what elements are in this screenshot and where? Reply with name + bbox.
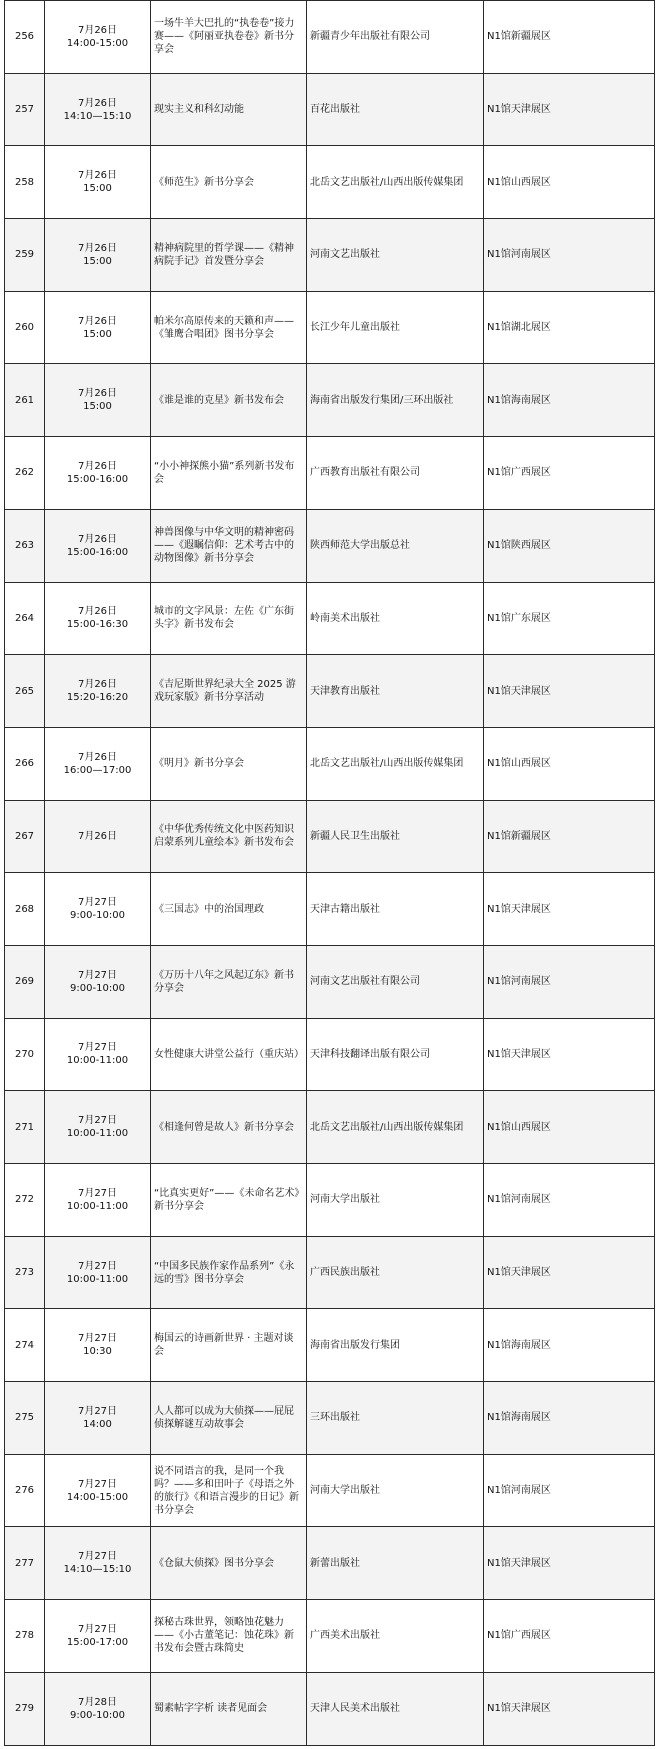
event-time: 16:00—17:00 bbox=[63, 764, 132, 776]
event-time: 15:00 bbox=[83, 328, 112, 340]
event-title: 《仓鼠大侦探》图书分享会 bbox=[151, 1527, 307, 1600]
event-title: 女性健康大讲堂公益行（重庆站） bbox=[151, 1018, 307, 1091]
venue: N1馆新疆展区 bbox=[484, 800, 655, 873]
event-time: 10:00-11:00 bbox=[66, 1055, 129, 1067]
publisher: 百花出版社 bbox=[307, 73, 484, 146]
event-date: 7月26日 bbox=[77, 97, 118, 109]
event-title: 《相逢何曾是故人》新书分享会 bbox=[151, 1091, 307, 1164]
event-date: 7月27日 bbox=[77, 1551, 118, 1563]
event-datetime bbox=[45, 1600, 151, 1673]
row-number: 269 bbox=[5, 945, 45, 1018]
row-number: 270 bbox=[5, 1018, 45, 1091]
event-date: 7月27日 bbox=[77, 1333, 118, 1345]
table-row bbox=[5, 1164, 655, 1237]
event-time: 15:00 bbox=[83, 183, 112, 195]
publisher: 天津古籍出版社 bbox=[307, 873, 484, 946]
table-row bbox=[5, 364, 655, 437]
row-number: 277 bbox=[5, 1527, 45, 1600]
event-title: 蜀素帖字字析 读者见面会 bbox=[151, 1672, 307, 1745]
event-time: 14:00-15:00 bbox=[66, 37, 129, 49]
row-number: 268 bbox=[5, 873, 45, 946]
event-title: 探秘古珠世界，领略蚀花魅力——《小古董笔记：蚀花珠》新书发布会暨古珠简史 bbox=[151, 1600, 307, 1673]
event-datetime bbox=[45, 1382, 151, 1455]
row-number: 274 bbox=[5, 1309, 45, 1382]
event-time: 10:30 bbox=[83, 1346, 112, 1358]
event-time: 9:00-10:00 bbox=[70, 982, 125, 994]
publisher: 河南大学出版社 bbox=[307, 1454, 484, 1527]
event-title: 《吉尼斯世界纪录大全 2025 游戏玩家版》新书分享活动 bbox=[151, 655, 307, 728]
event-date: 7月27日 bbox=[77, 1405, 118, 1417]
table-row bbox=[5, 800, 655, 873]
event-datetime bbox=[45, 1672, 151, 1745]
row-number: 279 bbox=[5, 1672, 45, 1745]
row-number: 278 bbox=[5, 1600, 45, 1673]
event-datetime bbox=[45, 800, 151, 873]
publisher: 北岳文艺出版社/山西出版传媒集团 bbox=[307, 146, 484, 219]
event-date: 7月26日 bbox=[77, 242, 118, 254]
event-schedule-table bbox=[4, 0, 655, 1746]
venue: N1馆天津展区 bbox=[484, 1236, 655, 1309]
row-number: 267 bbox=[5, 800, 45, 873]
row-number: 265 bbox=[5, 655, 45, 728]
event-date: 7月26日 bbox=[77, 606, 118, 618]
event-datetime bbox=[45, 582, 151, 655]
publisher: 河南文艺出版社有限公司 bbox=[307, 945, 484, 1018]
event-date: 7月26日 bbox=[77, 533, 118, 545]
row-number: 256 bbox=[5, 1, 45, 74]
publisher: 北岳文艺出版社/山西出版传媒集团 bbox=[307, 727, 484, 800]
publisher: 天津教育出版社 bbox=[307, 655, 484, 728]
venue: N1馆天津展区 bbox=[484, 1527, 655, 1600]
event-title: 人人都可以成为大侦探——屁屁侦探解谜互动故事会 bbox=[151, 1382, 307, 1455]
publisher: 北岳文艺出版社/山西出版传媒集团 bbox=[307, 1091, 484, 1164]
event-date: 7月26日 bbox=[77, 460, 118, 472]
publisher: 河南文艺出版社 bbox=[307, 219, 484, 292]
event-datetime bbox=[45, 73, 151, 146]
row-number: 258 bbox=[5, 146, 45, 219]
event-date: 7月26日 bbox=[77, 751, 118, 763]
venue: N1馆湖北展区 bbox=[484, 291, 655, 364]
event-datetime bbox=[45, 727, 151, 800]
event-datetime bbox=[45, 1527, 151, 1600]
publisher: 海南省出版发行集团/三环出版社 bbox=[307, 364, 484, 437]
row-number: 272 bbox=[5, 1164, 45, 1237]
publisher: 新疆人民卫生出版社 bbox=[307, 800, 484, 873]
schedule-body bbox=[5, 1, 655, 1746]
event-time: 10:00-11:00 bbox=[66, 1200, 129, 1212]
event-time: 9:00-10:00 bbox=[70, 1709, 125, 1721]
event-datetime bbox=[45, 364, 151, 437]
event-datetime bbox=[45, 1091, 151, 1164]
event-title: 《中华优秀传统文化中医药知识启蒙系列儿童绘本》新书发布会 bbox=[151, 800, 307, 873]
event-time: 14:10—15:10 bbox=[63, 1564, 132, 1576]
event-date: 7月28日 bbox=[77, 1696, 118, 1708]
row-number: 263 bbox=[5, 509, 45, 582]
venue: N1馆海南展区 bbox=[484, 1309, 655, 1382]
event-time: 14:10—15:10 bbox=[63, 110, 132, 122]
event-title: “中国多民族作家作品系列”《永远的雪》图书分享会 bbox=[151, 1236, 307, 1309]
venue: N1馆天津展区 bbox=[484, 1018, 655, 1091]
event-time: 15:00-16:00 bbox=[66, 546, 129, 558]
event-datetime bbox=[45, 945, 151, 1018]
event-title: 城市的文字风景：左佐《广东街头字》新书发布会 bbox=[151, 582, 307, 655]
event-title: 《三国志》中的治国理政 bbox=[151, 873, 307, 946]
event-datetime bbox=[45, 437, 151, 510]
publisher: 三环出版社 bbox=[307, 1382, 484, 1455]
table-row bbox=[5, 73, 655, 146]
table-row bbox=[5, 291, 655, 364]
venue: N1馆河南展区 bbox=[484, 945, 655, 1018]
publisher: 天津人民美术出版社 bbox=[307, 1672, 484, 1745]
venue: N1馆山西展区 bbox=[484, 146, 655, 219]
event-title: 《师范生》新书分享会 bbox=[151, 146, 307, 219]
table-row bbox=[5, 509, 655, 582]
venue: N1馆河南展区 bbox=[484, 219, 655, 292]
row-number: 261 bbox=[5, 364, 45, 437]
event-datetime bbox=[45, 1018, 151, 1091]
event-date: 7月27日 bbox=[77, 1187, 118, 1199]
table-row bbox=[5, 1, 655, 74]
event-date: 7月27日 bbox=[77, 1042, 118, 1054]
row-number: 262 bbox=[5, 437, 45, 510]
event-datetime bbox=[45, 146, 151, 219]
table-row bbox=[5, 727, 655, 800]
publisher: 河南大学出版社 bbox=[307, 1164, 484, 1237]
publisher: 陕西师范大学出版总社 bbox=[307, 509, 484, 582]
row-number: 266 bbox=[5, 727, 45, 800]
venue: N1馆河南展区 bbox=[484, 1454, 655, 1527]
table-row bbox=[5, 1672, 655, 1745]
event-datetime bbox=[45, 873, 151, 946]
publisher: 长江少年儿童出版社 bbox=[307, 291, 484, 364]
event-date: 7月26日 bbox=[77, 388, 118, 400]
event-date: 7月27日 bbox=[77, 897, 118, 909]
event-time: 15:00-17:00 bbox=[66, 1636, 129, 1648]
event-time: 10:00-11:00 bbox=[66, 1128, 129, 1140]
publisher: 广西美术出版社 bbox=[307, 1600, 484, 1673]
venue: N1馆广西展区 bbox=[484, 437, 655, 510]
publisher: 天津科技翻译出版有限公司 bbox=[307, 1018, 484, 1091]
row-number: 260 bbox=[5, 291, 45, 364]
event-title: 说不同语言的我，是同一个我吗？——多和田叶子《母语之外的旅行》《和语言漫步的日记》新书分享会 bbox=[151, 1454, 307, 1527]
event-title: 现实主义和科幻动能 bbox=[151, 73, 307, 146]
row-number: 273 bbox=[5, 1236, 45, 1309]
table-row bbox=[5, 655, 655, 728]
venue: N1馆海南展区 bbox=[484, 364, 655, 437]
venue: N1馆陕西展区 bbox=[484, 509, 655, 582]
event-date: 7月26日 bbox=[77, 679, 118, 691]
event-date: 7月26日 bbox=[77, 24, 118, 36]
event-title: 一场牛羊大巴扎的“执卷卷”接力赛——《阿丽亚执卷卷》新书分享会 bbox=[151, 1, 307, 74]
event-time: 15:00-16:30 bbox=[66, 619, 129, 631]
event-title: 精神病院里的哲学课——《精神病院手记》首发暨分享会 bbox=[151, 219, 307, 292]
event-datetime bbox=[45, 1454, 151, 1527]
venue: N1馆广西展区 bbox=[484, 1600, 655, 1673]
event-date: 7月27日 bbox=[77, 969, 118, 981]
event-time: 9:00-10:00 bbox=[70, 910, 125, 922]
venue: N1馆河南展区 bbox=[484, 1164, 655, 1237]
table-row bbox=[5, 945, 655, 1018]
event-datetime bbox=[45, 1164, 151, 1237]
event-datetime bbox=[45, 219, 151, 292]
event-title: 《明月》新书分享会 bbox=[151, 727, 307, 800]
row-number: 271 bbox=[5, 1091, 45, 1164]
table-row bbox=[5, 1454, 655, 1527]
publisher: 新疆青少年出版社有限公司 bbox=[307, 1, 484, 74]
table-row bbox=[5, 1527, 655, 1600]
table-row bbox=[5, 1309, 655, 1382]
venue: N1馆山西展区 bbox=[484, 727, 655, 800]
event-time: 14:00-15:00 bbox=[66, 1491, 129, 1503]
event-datetime bbox=[45, 1236, 151, 1309]
table-row bbox=[5, 219, 655, 292]
venue: N1馆天津展区 bbox=[484, 655, 655, 728]
event-datetime bbox=[45, 509, 151, 582]
event-date: 7月26日 bbox=[77, 830, 118, 842]
table-row bbox=[5, 582, 655, 655]
row-number: 276 bbox=[5, 1454, 45, 1527]
venue: N1馆山西展区 bbox=[484, 1091, 655, 1164]
table-row bbox=[5, 1018, 655, 1091]
event-date: 7月27日 bbox=[77, 1260, 118, 1272]
event-title: “比真实更好”——《未命名艺术》新书分享会 bbox=[151, 1164, 307, 1237]
event-date: 7月26日 bbox=[77, 315, 118, 327]
event-datetime bbox=[45, 655, 151, 728]
event-date: 7月26日 bbox=[77, 170, 118, 182]
venue: N1馆天津展区 bbox=[484, 1672, 655, 1745]
venue: N1馆广东展区 bbox=[484, 582, 655, 655]
event-title: 帕米尔高原传来的天籁和声——《雏鹰合唱团》图书分享会 bbox=[151, 291, 307, 364]
event-time: 15:00 bbox=[83, 255, 112, 267]
event-datetime bbox=[45, 1309, 151, 1382]
row-number: 259 bbox=[5, 219, 45, 292]
event-time: 15:00-16:00 bbox=[66, 473, 129, 485]
event-datetime bbox=[45, 1, 151, 74]
event-title: 《谁是谁的克星》新书发布会 bbox=[151, 364, 307, 437]
table-row bbox=[5, 146, 655, 219]
publisher: 新蕾出版社 bbox=[307, 1527, 484, 1600]
row-number: 264 bbox=[5, 582, 45, 655]
publisher: 岭南美术出版社 bbox=[307, 582, 484, 655]
publisher: 广西教育出版社有限公司 bbox=[307, 437, 484, 510]
venue: N1馆天津展区 bbox=[484, 873, 655, 946]
event-date: 7月27日 bbox=[77, 1478, 118, 1490]
table-row bbox=[5, 1600, 655, 1673]
row-number: 275 bbox=[5, 1382, 45, 1455]
event-title: 神兽图像与中华文明的精神密码——《遐瞩信仰：艺术考古中的动物图像》新书分享会 bbox=[151, 509, 307, 582]
event-date: 7月27日 bbox=[77, 1115, 118, 1127]
venue: N1馆新疆展区 bbox=[484, 1, 655, 74]
event-time: 15:00 bbox=[83, 401, 112, 413]
table-row bbox=[5, 873, 655, 946]
table-row bbox=[5, 1091, 655, 1164]
event-title: 梅国云的诗画新世界 · 主题对谈会 bbox=[151, 1309, 307, 1382]
publisher: 广西民族出版社 bbox=[307, 1236, 484, 1309]
event-title: 《万历十八年之风起辽东》新书分享会 bbox=[151, 945, 307, 1018]
table-row bbox=[5, 1382, 655, 1455]
event-time: 14:00 bbox=[83, 1418, 112, 1430]
venue: N1馆天津展区 bbox=[484, 73, 655, 146]
event-title: “小小神探熊小猫”系列新书发布会 bbox=[151, 437, 307, 510]
publisher: 海南省出版发行集团 bbox=[307, 1309, 484, 1382]
event-time: 10:00-11:00 bbox=[66, 1273, 129, 1285]
event-date: 7月27日 bbox=[77, 1623, 118, 1635]
venue: N1馆海南展区 bbox=[484, 1382, 655, 1455]
event-time: 15:20-16:20 bbox=[66, 692, 129, 704]
event-datetime bbox=[45, 291, 151, 364]
table-row bbox=[5, 1236, 655, 1309]
table-row bbox=[5, 437, 655, 510]
row-number: 257 bbox=[5, 73, 45, 146]
